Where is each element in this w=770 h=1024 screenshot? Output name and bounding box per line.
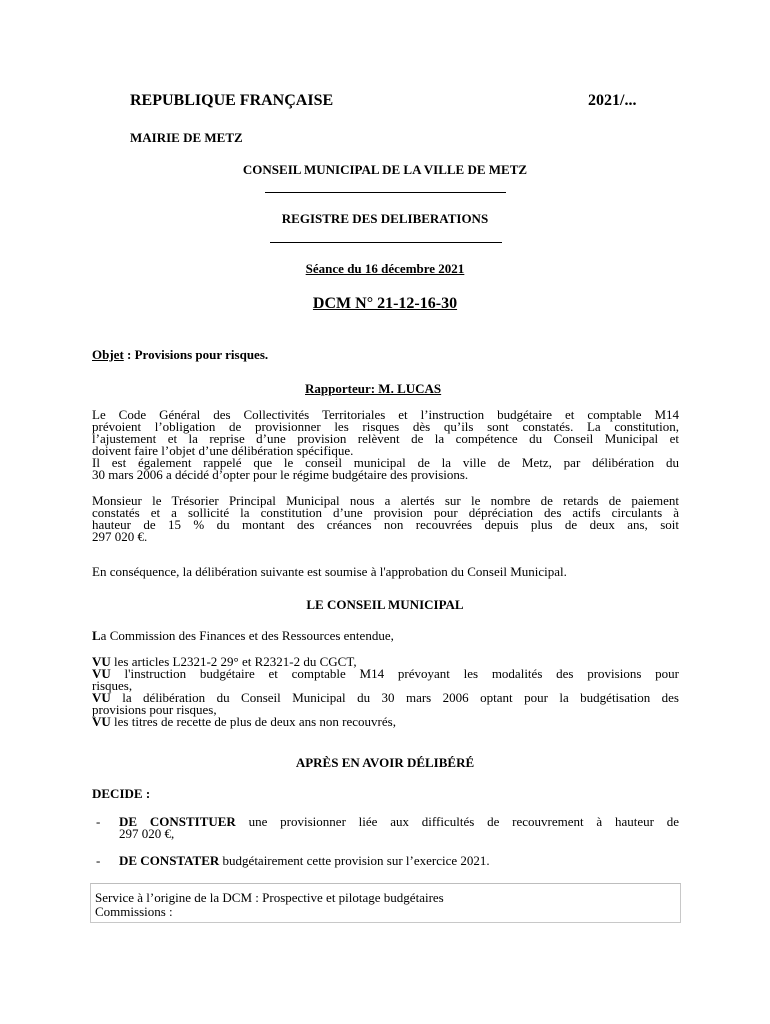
decision-2-line (119, 854, 490, 867)
vu-keyword: VU (92, 690, 111, 705)
commission-lead: L (92, 628, 101, 643)
decision-2-text: budgétairement cette provision sur l’exercice 2021. (219, 853, 490, 868)
paragraph-line: 30 mars 2006 a décidé d’opter pour le régime budgétaire des provisions. (92, 467, 469, 482)
commissions-label: Commissions : (95, 904, 173, 919)
vu-text: l'instruction budgétaire et comptable M14 prévoyant les modalités des provisions pour (110, 666, 679, 681)
mairie-heading: MAIRIE DE METZ (130, 130, 243, 145)
vu-keyword: VU (92, 654, 111, 669)
vu-text: les articles L2321-2 29° et R2321-2 du CGCT, (110, 654, 357, 669)
decision-1-text: une provisionner liée aux difficultés de recouvrement à hauteur de (235, 814, 679, 829)
paragraph-line: Le Code Général des Collectivités Territoriales et l’instruction budgétaire et comptable M14 (92, 407, 679, 422)
paragraph-line: 297 020 €. (92, 529, 148, 544)
republic-heading: REPUBLIQUE FRANÇAISE (130, 92, 334, 109)
vu-line (92, 668, 679, 680)
dcm-number: DCM N° 21-12-16-30 (312, 295, 458, 312)
deliberation-title: APRÈS EN AVOIR DÉLIBÉRÉ (295, 755, 475, 770)
subject-label: Objet (92, 347, 124, 362)
subject-line (92, 348, 268, 361)
council-heading: CONSEIL MUNICIPAL DE LA VILLE DE METZ (242, 162, 528, 177)
deliberation-number: 2021/... (588, 92, 637, 109)
commission-line (92, 629, 394, 642)
rapporteur: Rapporteur: M. LUCAS (305, 381, 442, 396)
intro-paragraph-3: En conséquence, la délibération suivante est soumise à l'approbation du Conseil Municipal. (92, 564, 567, 579)
paragraph-line: Il est également rappelé que le conseil municipal de la ville de Metz, par délibération du (92, 455, 679, 470)
service-origin: Service à l’origine de la DCM : Prospective et pilotage budgétaires (95, 890, 444, 905)
decision-1-amount: 297 020 €, (119, 826, 175, 841)
paragraph-line: Monsieur le Trésorier Principal Municipal nous a alertés sur le nombre de retards de paiement (92, 493, 679, 508)
vu-keyword: VU (92, 714, 111, 729)
decision-1-line (119, 815, 679, 828)
vu-keyword: VU (92, 666, 111, 681)
register-heading: REGISTRE DES DELIBERATIONS (281, 211, 489, 226)
paragraph-line: constatés et a sollicité la constitution d’une provision pour dépréciation des actifs circulants à (92, 505, 679, 520)
council-divider (265, 192, 506, 193)
vu-text: risques, (92, 678, 133, 693)
session-date: Séance du 16 décembre 2021 (305, 261, 465, 276)
decide-label: DECIDE : (92, 786, 151, 801)
paragraph-line: l’ajustement et la reprise d’une provision relèvent de la compétence du Conseil Municipal et (92, 431, 679, 446)
paragraph-line: hauteur de 15 % du montant des créances non recouvrées depuis plus de deux ans, soit (92, 517, 679, 532)
register-divider (270, 242, 502, 243)
paragraph-line: doivent faire l’objet d’une délibération spécifique. (92, 443, 354, 458)
vu-list (92, 656, 679, 728)
commission-text: a Commission des Finances et des Ressources entendue, (100, 628, 394, 643)
decision-1-dash: - (96, 814, 101, 829)
vu-text: la délibération du Conseil Municipal du 30 mars 2006 optant pour la budgétisation des (110, 690, 679, 705)
vu-text: provisions pour risques, (92, 702, 217, 717)
decision-1-keyword: DE CONSTITUER (119, 814, 236, 829)
council-title: LE CONSEIL MUNICIPAL (306, 597, 464, 612)
paragraph-line: prévoient l’obligation de provisionner les risques dès qu’ils sont constatés. La constitution, (92, 419, 679, 434)
decision-2-keyword: DE CONSTATER (119, 853, 220, 868)
service-info-box (90, 883, 681, 923)
subject-text: : Provisions pour risques. (123, 347, 269, 362)
decision-2-dash: - (96, 853, 101, 868)
intro-paragraph-2 (92, 495, 679, 543)
intro-paragraph-1 (92, 409, 679, 481)
vu-line (92, 716, 679, 728)
vu-text: les titres de recette de plus de deux ans non recouvrés, (110, 714, 396, 729)
